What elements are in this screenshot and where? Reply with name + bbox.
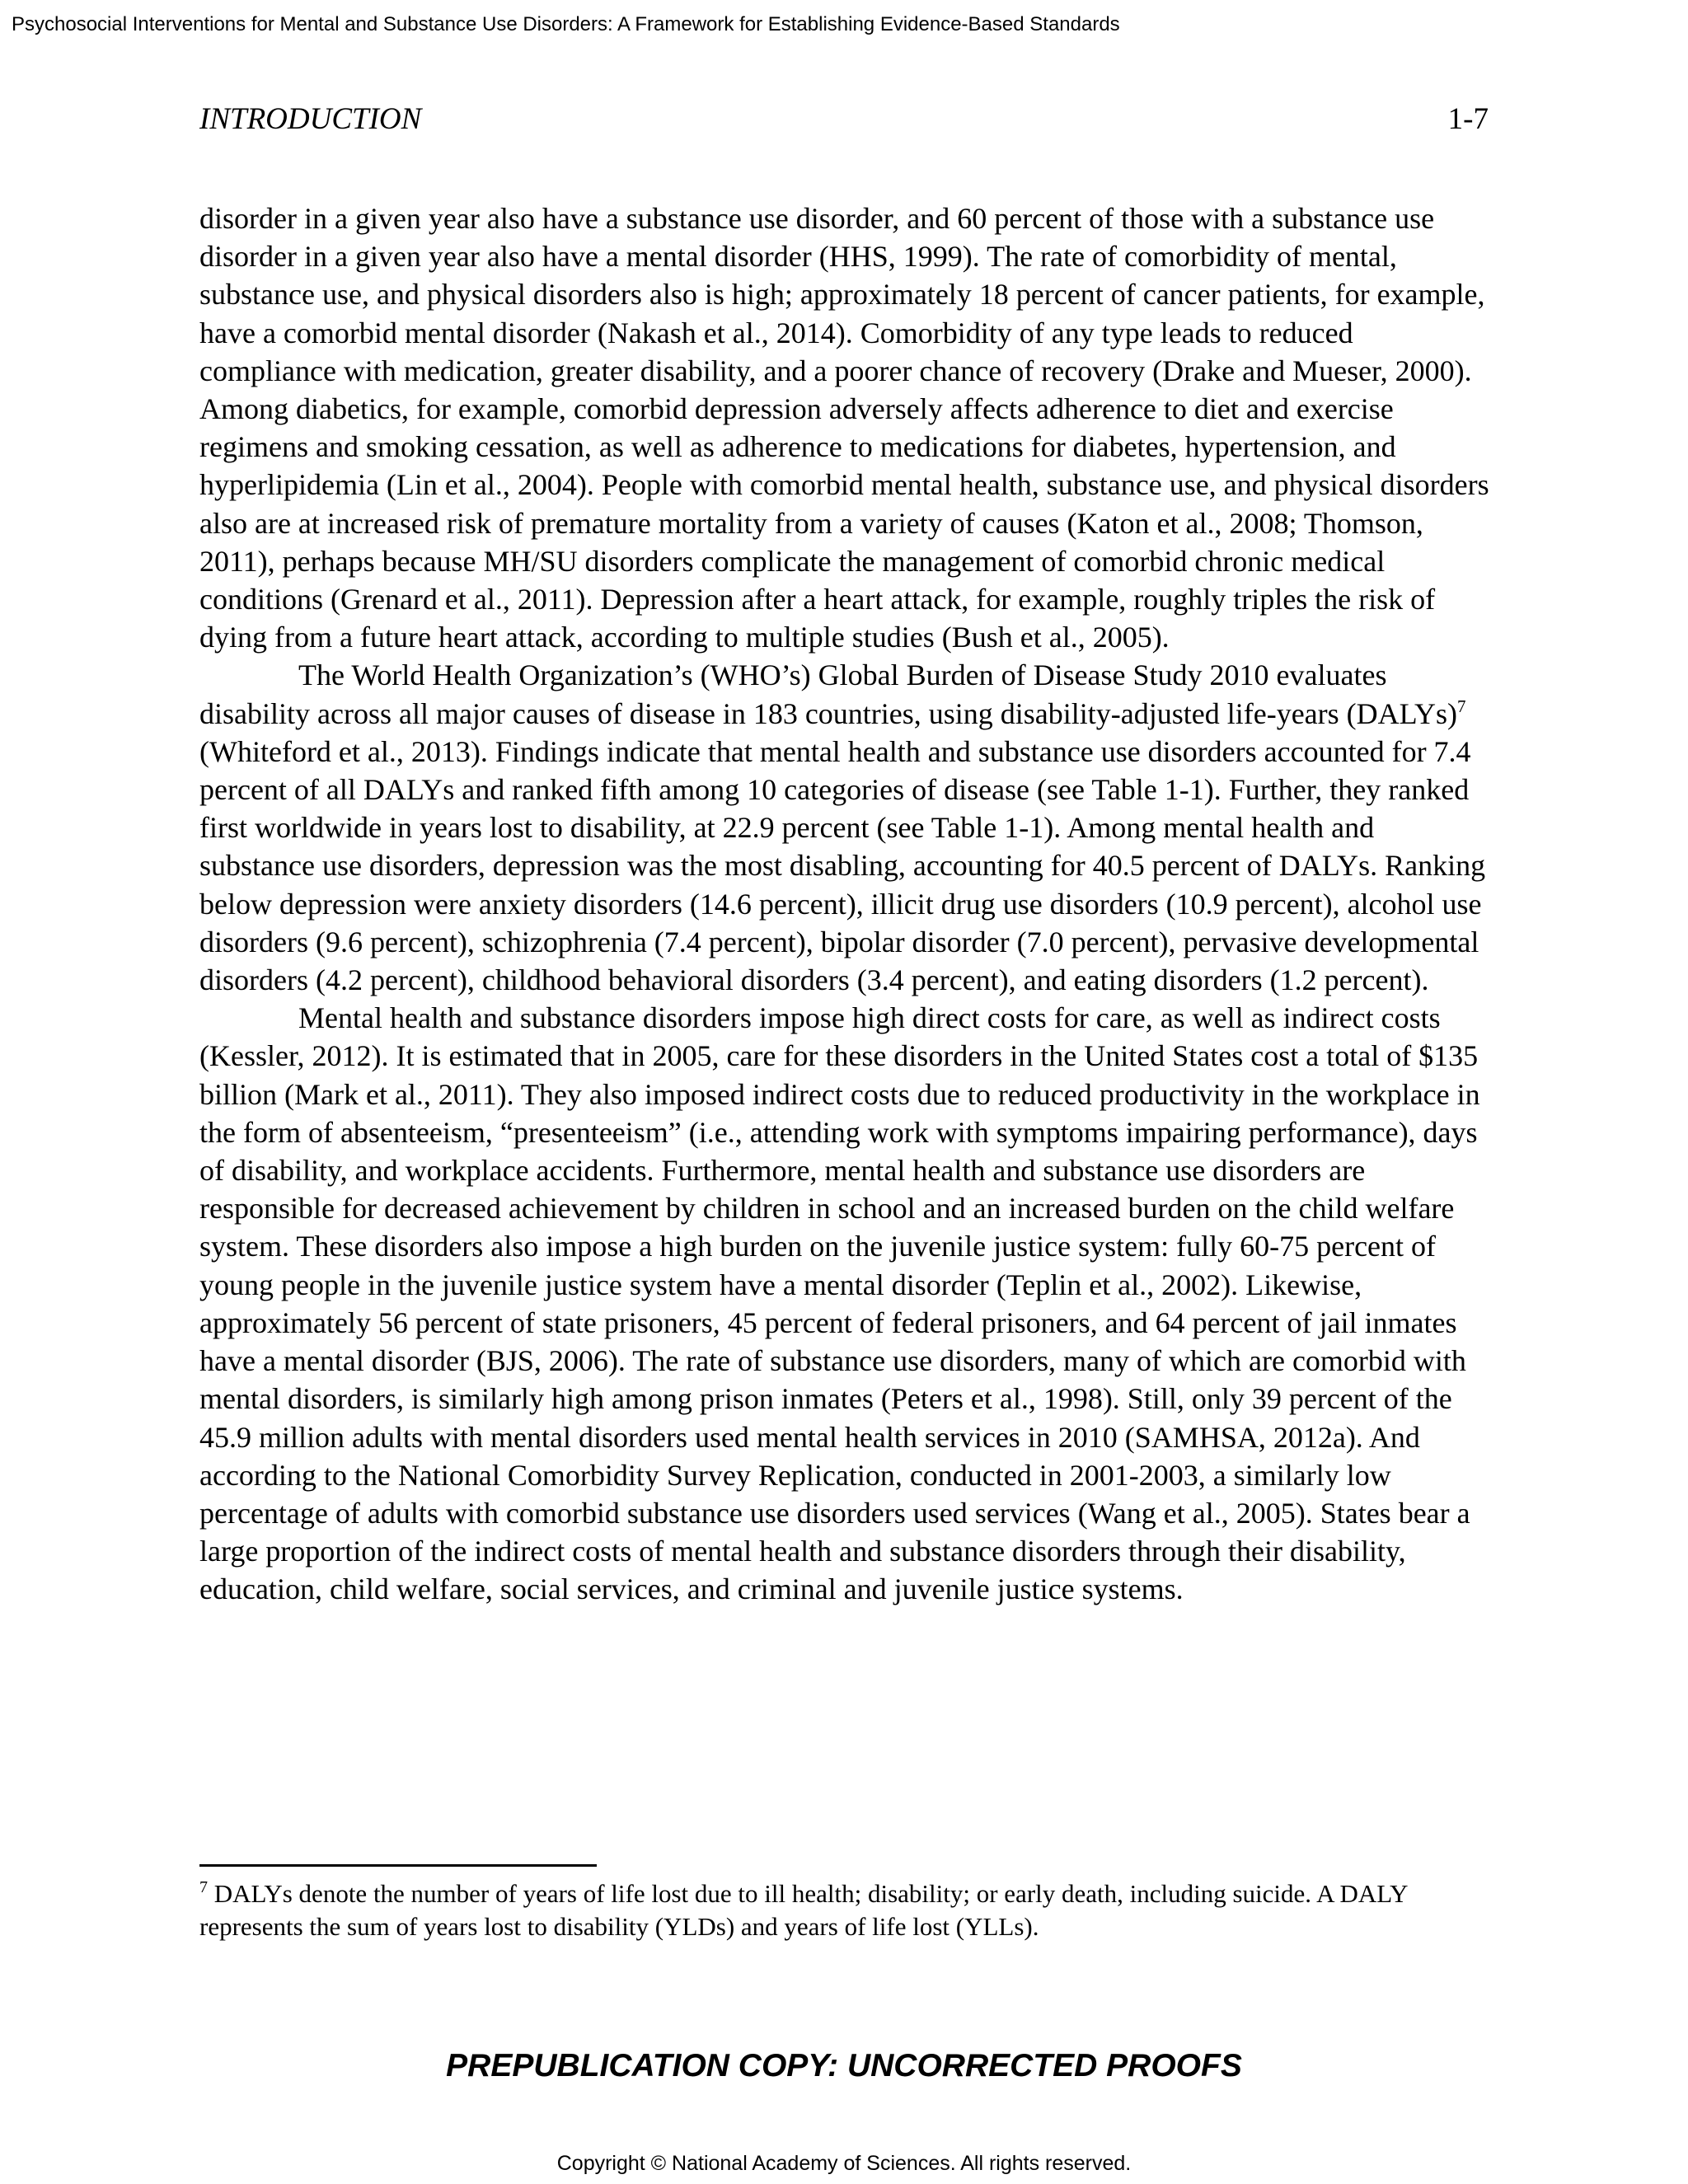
paragraph-comorbidity: disorder in a given year also have a substance use disorder, and 60 percent of those with a substance use disorder in a given year also have a mental disorder (HHS, 1999). The rate of comorbidity of mental, substance use, and physical disorders also is high; approximately 18 percent of cancer patients, for example, have a comorbid mental disorder (Nakash et al., 2014). Comorbidity of any type leads to reduced compliance with medication, greater disability, and a poorer chance of recovery (Drake and Mueser, 2000). Among diabetics, for example, comorbid depression adversely affects adherence to diet and exercise regimens and smoking cessation, as well as adherence to medications for diabetes, hypertension, and hyperlipidemia (Lin et al., 2004). People with comorbid mental health, substance use, and physical disorders also are at increased risk of premature mortality from a variety of causes (Katon et al., 2008; Thomson, 2011), perhaps because MH/SU disorders complicate the management of comorbid chronic medical conditions (Grenard et al., 2011). Depression after a heart attack, for example, roughly triples the risk of dying from a future heart attack, according to multiple studies (Bush et al., 2005). — [199, 202, 1489, 654]
section-title: INTRODUCTION — [199, 102, 422, 136]
paragraph-costs: Mental health and substance disorders impose high direct costs for care, as well as indirect costs (Kessler, 2012). It is estimated that in 2005, care for these disorders in the United States cost a total of $135 billion (Mark et al., 2011). They also imposed indirect costs due to reduced productivity in the workplace in the form of absenteeism, “presenteeism” (i.e., attending work with symptoms impairing performance), days of disability, and workplace accidents. Furthermore, mental health and substance use disorders are responsible for decreased achievement by children in school and an increased burden on the child welfare system. These disorders also impose a high burden on the juvenile justice system: fully 60-75 percent of young people in the juvenile justice system have a mental disorder (Teplin et al., 2002). Likewise, approximately 56 percent of state prisoners, 45 percent of federal prisoners, and 64 percent of jail inmates have a mental disorder (BJS, 2006). The rate of substance use disorders, many of which are comorbid with mental disorders, is similarly high among prison inmates (Peters et al., 1998). Still, only 39 percent of the 45.9 million adults with mental disorders used mental health services in 2010 (SAMHSA, 2012a). And according to the National Comorbidity Survey Replication, conducted in 2001-2003, a similarly low percentage of adults with comorbid substance use disorders used services (Wang et al., 2005). States bear a large proportion of the indirect costs of mental health and substance disorders through their disability, education, child welfare, social services, and criminal and juvenile justice systems. — [199, 1001, 1480, 1606]
paragraph-global-burden-text-start: The World Health Organization’s (WHO’s) Global Burden of Disease Study 2010 evaluates disability across all major causes of disease in 183 countries, using disability-adjusted life-years (DALYs) — [199, 658, 1458, 730]
footnote-divider — [199, 1864, 597, 1867]
footnote-reference: 7 — [1457, 696, 1466, 716]
copyright-notice: Copyright © National Academy of Sciences. All rights reserved. — [556, 2152, 1132, 2175]
page-number: 1-7 — [1447, 102, 1489, 136]
footnote-marker: 7 — [199, 1878, 208, 1896]
footnote-text: DALYs denote the number of years of life lost due to ill health; disability; or early death, including suicide. A DALY represents the sum of years lost to disability (YLDs) and years of life lost (YLLs). — [199, 1879, 1408, 1941]
paragraph-global-burden-text-end: (Whiteford et al., 2013). Findings indicate that mental health and substance use disorders accounted for 7.4 percent of all DALYs and ranked fifth among 10 categories of disease (see Table 1-1). Further, they ranked first worldwide in years lost to disability, at 22.9 percent (see Table 1-1). Among mental health and substance use disorders, depression was the most disabling, accounting for 40.5 percent of DALYs. Ranking below depression were anxiety disorders (14.6 percent), illicit drug use disorders (10.9 percent), alcohol use disorders (9.6 percent), schizophrenia (7.4 percent), bipolar disorder (7.0 percent), pervasive developmental disorders (4.2 percent), childhood behavioral disorders (3.4 percent), and eating disorders (1.2 percent). — [199, 734, 1486, 997]
prepublication-notice: PREPUBLICATION COPY: UNCORRECTED PROOFS — [446, 2048, 1242, 2083]
running-header — [199, 99, 1489, 140]
paragraph-global-burden — [199, 656, 1492, 999]
footnote — [199, 1877, 1492, 1943]
body-text — [199, 199, 1492, 1609]
document-banner-title: Psychosocial Interventions for Mental and Substance Use Disorders: A Framework for Establishing Evidence-Based Standards — [12, 13, 1120, 35]
